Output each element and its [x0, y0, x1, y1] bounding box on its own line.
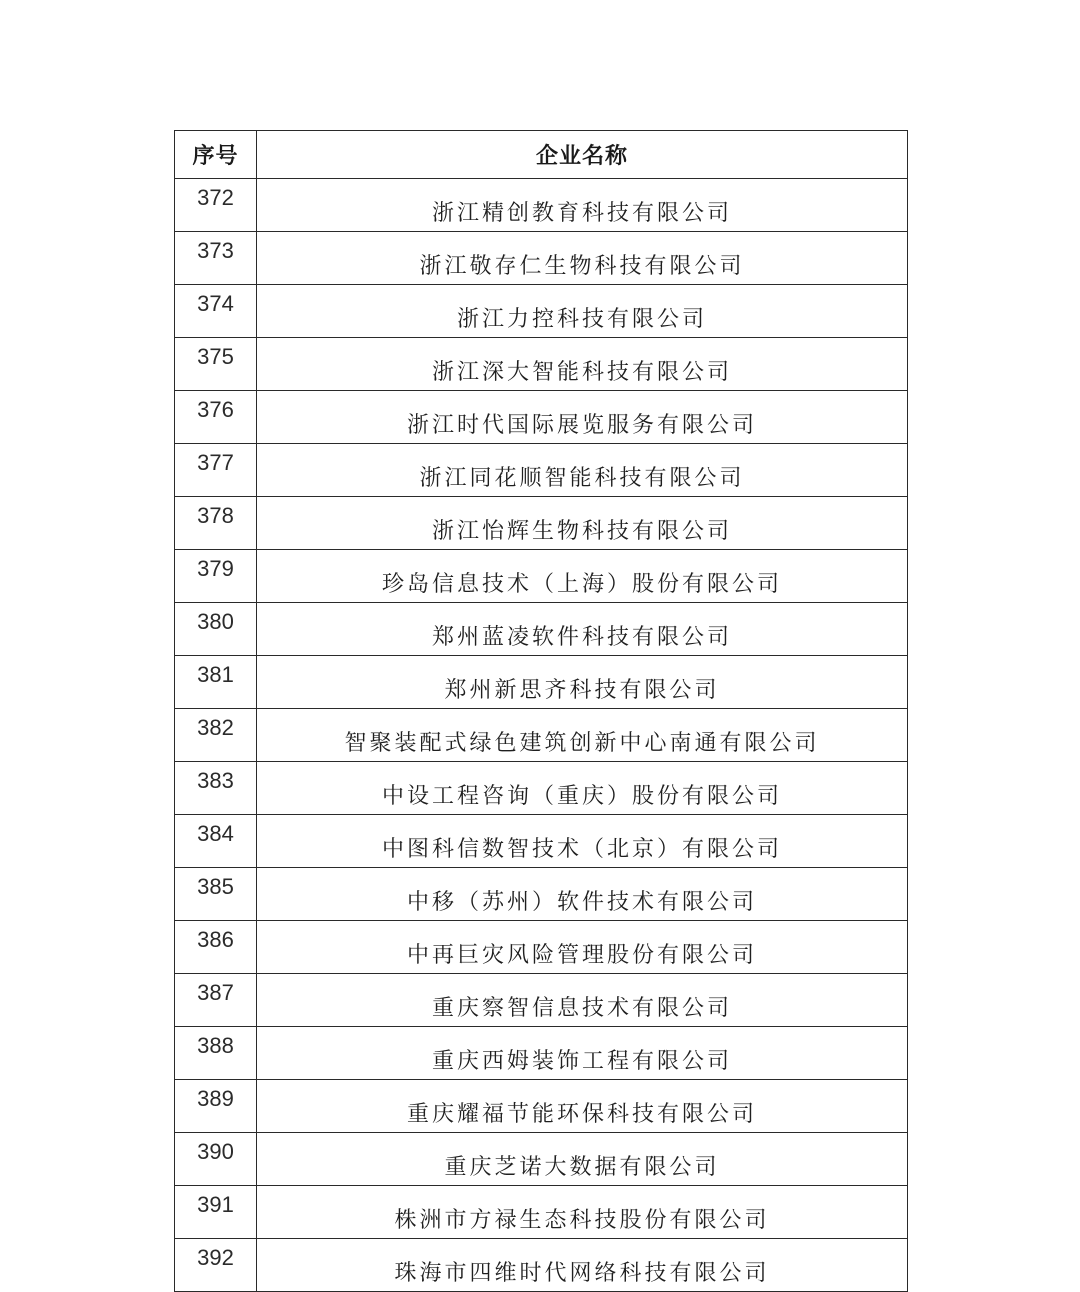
row-index: 376 [175, 391, 257, 444]
table-row [175, 762, 908, 815]
row-index: 390 [175, 1133, 257, 1186]
table-row [175, 974, 908, 1027]
table-row [175, 709, 908, 762]
row-index: 373 [175, 232, 257, 285]
row-index: 391 [175, 1186, 257, 1239]
row-index: 380 [175, 603, 257, 656]
row-index: 384 [175, 815, 257, 868]
table-row [175, 656, 908, 709]
table-row [175, 285, 908, 338]
row-index: 385 [175, 868, 257, 921]
row-index: 372 [175, 179, 257, 232]
company-name: 浙江同花顺智能科技有限公司 [257, 444, 908, 497]
header-company-name: 企业名称 [257, 131, 908, 179]
row-index: 387 [175, 974, 257, 1027]
table-row [175, 550, 908, 603]
company-name: 智聚装配式绿色建筑创新中心南通有限公司 [257, 709, 908, 762]
company-name: 郑州新思齐科技有限公司 [257, 656, 908, 709]
company-name: 重庆耀福节能环保科技有限公司 [257, 1080, 908, 1133]
company-name: 中设工程咨询（重庆）股份有限公司 [257, 762, 908, 815]
row-index: 386 [175, 921, 257, 974]
company-name: 郑州蓝凌软件科技有限公司 [257, 603, 908, 656]
table-row [175, 232, 908, 285]
company-name: 株洲市方禄生态科技股份有限公司 [257, 1186, 908, 1239]
table-row [175, 179, 908, 232]
row-index: 379 [175, 550, 257, 603]
table-row [175, 444, 908, 497]
table-row [175, 921, 908, 974]
row-index: 389 [175, 1080, 257, 1133]
table-row [175, 1239, 908, 1292]
company-name: 中移（苏州）软件技术有限公司 [257, 868, 908, 921]
row-index: 388 [175, 1027, 257, 1080]
company-name: 重庆芝诺大数据有限公司 [257, 1133, 908, 1186]
company-name: 珠海市四维时代网络科技有限公司 [257, 1239, 908, 1292]
company-name: 浙江力控科技有限公司 [257, 285, 908, 338]
table-row [175, 1080, 908, 1133]
row-index: 383 [175, 762, 257, 815]
row-index: 382 [175, 709, 257, 762]
row-index: 392 [175, 1239, 257, 1292]
company-name: 浙江深大智能科技有限公司 [257, 338, 908, 391]
table-row [175, 815, 908, 868]
table-body [175, 179, 908, 1292]
company-name: 浙江时代国际展览服务有限公司 [257, 391, 908, 444]
table-row [175, 1186, 908, 1239]
company-name: 浙江怡辉生物科技有限公司 [257, 497, 908, 550]
row-index: 381 [175, 656, 257, 709]
company-name: 浙江敬存仁生物科技有限公司 [257, 232, 908, 285]
table-row [175, 603, 908, 656]
table-header-row [175, 131, 908, 179]
row-index: 374 [175, 285, 257, 338]
company-name: 重庆西姆装饰工程有限公司 [257, 1027, 908, 1080]
table-row [175, 1027, 908, 1080]
table-row [175, 497, 908, 550]
table-row [175, 391, 908, 444]
row-index: 375 [175, 338, 257, 391]
company-list-table [174, 130, 908, 1292]
company-name: 中图科信数智技术（北京）有限公司 [257, 815, 908, 868]
company-name: 重庆察智信息技术有限公司 [257, 974, 908, 1027]
table-row [175, 1133, 908, 1186]
company-name: 浙江精创教育科技有限公司 [257, 179, 908, 232]
row-index: 377 [175, 444, 257, 497]
company-name: 珍岛信息技术（上海）股份有限公司 [257, 550, 908, 603]
row-index: 378 [175, 497, 257, 550]
table-row [175, 338, 908, 391]
header-index: 序号 [175, 131, 257, 179]
company-name: 中再巨灾风险管理股份有限公司 [257, 921, 908, 974]
table-row [175, 868, 908, 921]
